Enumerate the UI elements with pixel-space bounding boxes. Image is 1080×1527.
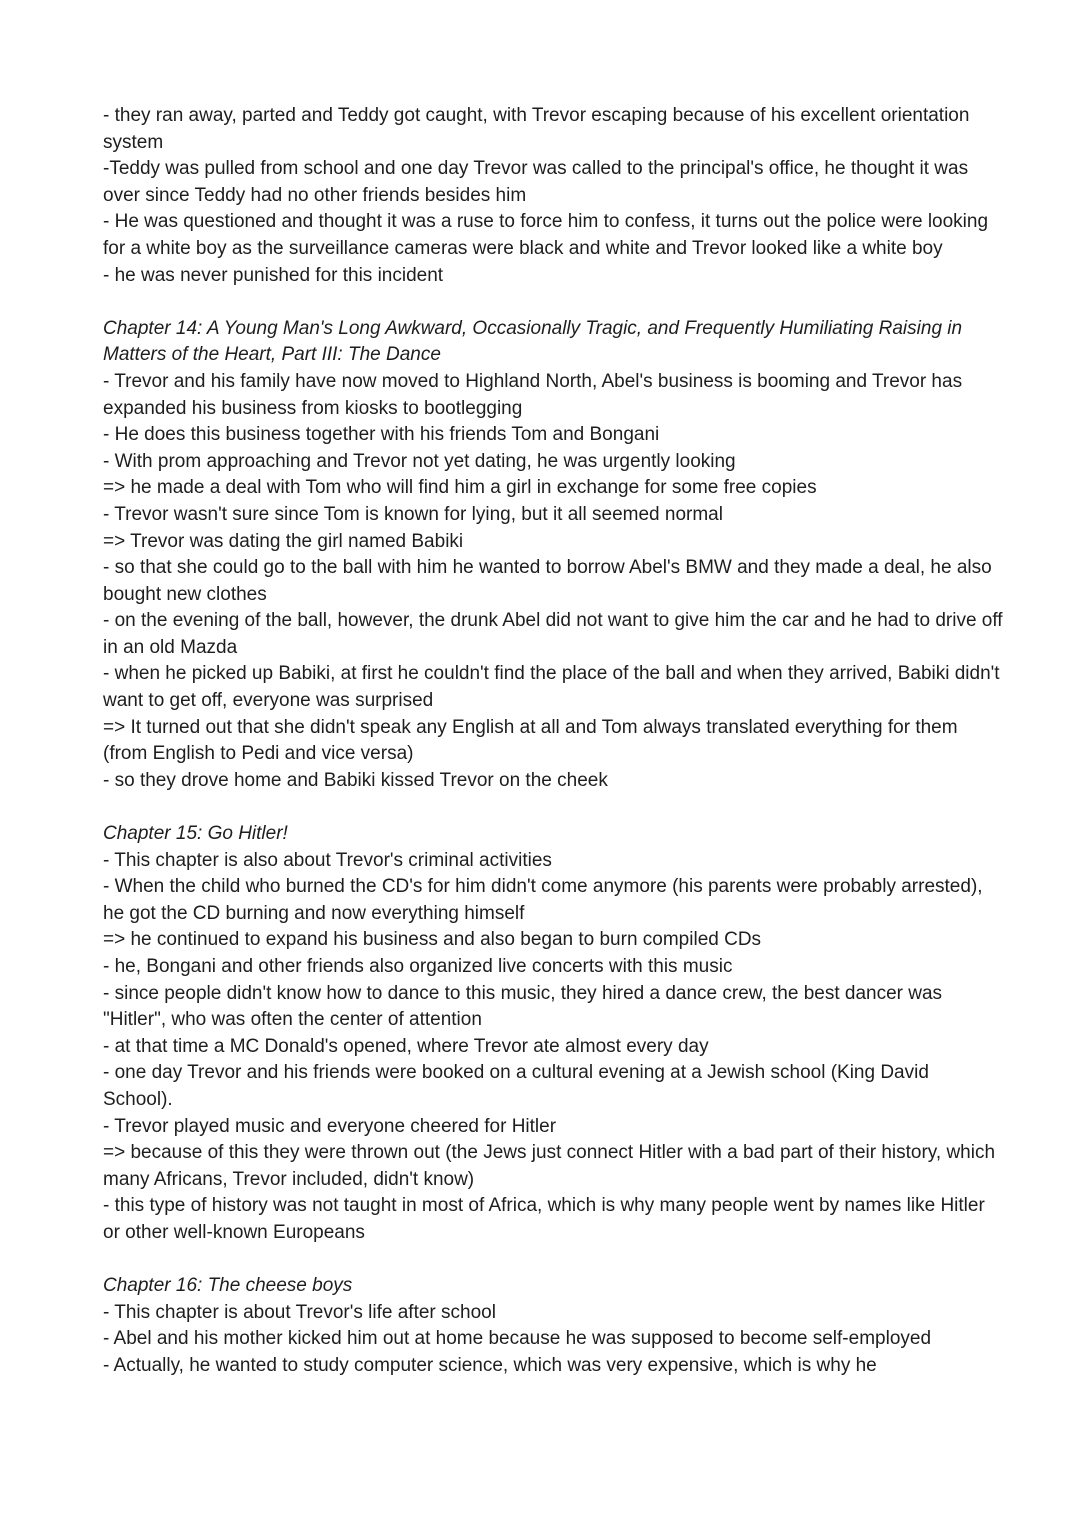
text-line: => Trevor was dating the girl named Babiki: [103, 530, 464, 552]
chapter-heading: Chapter 14: A Young Man's Long Awkward, Occasionally Tragic, and Frequently Humiliating Raising in Matters of the Heart, Part III: The Dance: [103, 317, 963, 366]
text-line: - so that she could go to the ball with him he wanted to borrow Abel's BMW and they made a deal, he also bought new clothes: [103, 557, 992, 605]
text-line: -Teddy was pulled from school and one day Trevor was called to the principal's office, he thought it was over since Teddy had no other friends besides him: [103, 158, 969, 206]
text-line: - at that time a MC Donald's opened, where Trevor ate almost every day: [103, 1035, 709, 1057]
text-line: => he made a deal with Tom who will find him a girl in exchange for some free copies: [103, 477, 817, 499]
text-line: - one day Trevor and his friends were booked on a cultural evening at a Jewish school (King David School).: [103, 1062, 929, 1110]
chapter-heading: Chapter 16: The cheese boys: [103, 1275, 353, 1297]
section-chapter-14: [103, 316, 1003, 795]
text-line: - Abel and his mother kicked him out at home because he was supposed to become self-employed: [103, 1328, 932, 1350]
chapter-heading: Chapter 15: Go Hitler!: [103, 823, 288, 845]
text-line: - He does this business together with his friends Tom and Bongani: [103, 424, 660, 446]
text-line: - Actually, he wanted to study computer science, which was very expensive, which is why he: [103, 1354, 877, 1376]
text-line: - he was never punished for this incident: [103, 264, 444, 286]
section-chapter-15: [103, 821, 1003, 1247]
section-continuation: [103, 103, 1003, 289]
text-line: => It turned out that she didn't speak any English at all and Tom always translated everything for them (from English to Pedi and vice versa): [103, 716, 958, 765]
document-page: [103, 103, 1003, 1406]
text-line: => because of this they were thrown out (the Jews just connect Hitler with a bad part of their history, which many Africans, Trevor included, didn't know): [103, 1142, 996, 1190]
text-line: - this type of history was not taught in most of Africa, which is why many people went by names like Hitler or other well-known Europeans: [103, 1195, 985, 1243]
text-line: - When the child who burned the CD's for him didn't come anymore (his parents were probably arrested), he got the CD burning and now everything himself: [103, 876, 983, 924]
text-line: - Trevor played music and everyone cheered for Hitler: [103, 1115, 557, 1137]
text-line: - Trevor wasn't sure since Tom is known for lying, but it all seemed normal: [103, 503, 723, 525]
text-line: => he continued to expand his business and also began to burn compiled CDs: [103, 929, 762, 951]
text-line: - This chapter is about Trevor's life after school: [103, 1301, 496, 1323]
text-line: - This chapter is also about Trevor's criminal activities: [103, 849, 552, 871]
text-line: - since people didn't know how to dance to this music, they hired a dance crew, the best dancer was "Hitler", who was often the center of attention: [103, 982, 943, 1031]
text-line: - With prom approaching and Trevor not yet dating, he was urgently looking: [103, 450, 736, 472]
text-line: - on the evening of the ball, however, the drunk Abel did not want to give him the car and he had to drive off in an old Mazda: [103, 610, 1003, 658]
text-line: - he, Bongani and other friends also organized live concerts with this music: [103, 956, 733, 977]
text-line: - so they drove home and Babiki kissed Trevor on the cheek: [103, 769, 608, 791]
text-line: - they ran away, parted and Teddy got caught, with Trevor escaping because of his excellent orientation system: [103, 105, 970, 153]
text-line: - He was questioned and thought it was a ruse to force him to confess, it turns out the police were looking for a white boy as the surveillance cameras were black and white and Trevor looked like a white boy: [103, 211, 989, 259]
text-line: - Trevor and his family have now moved to Highland North, Abel's business is booming and Trevor has expanded his business from kiosks to bootlegging: [103, 370, 963, 419]
section-chapter-16: [103, 1273, 1003, 1379]
text-line: - when he picked up Babiki, at first he couldn't find the place of the ball and when they arrived, Babiki didn't want to get off, everyone was surprised: [103, 663, 1000, 712]
